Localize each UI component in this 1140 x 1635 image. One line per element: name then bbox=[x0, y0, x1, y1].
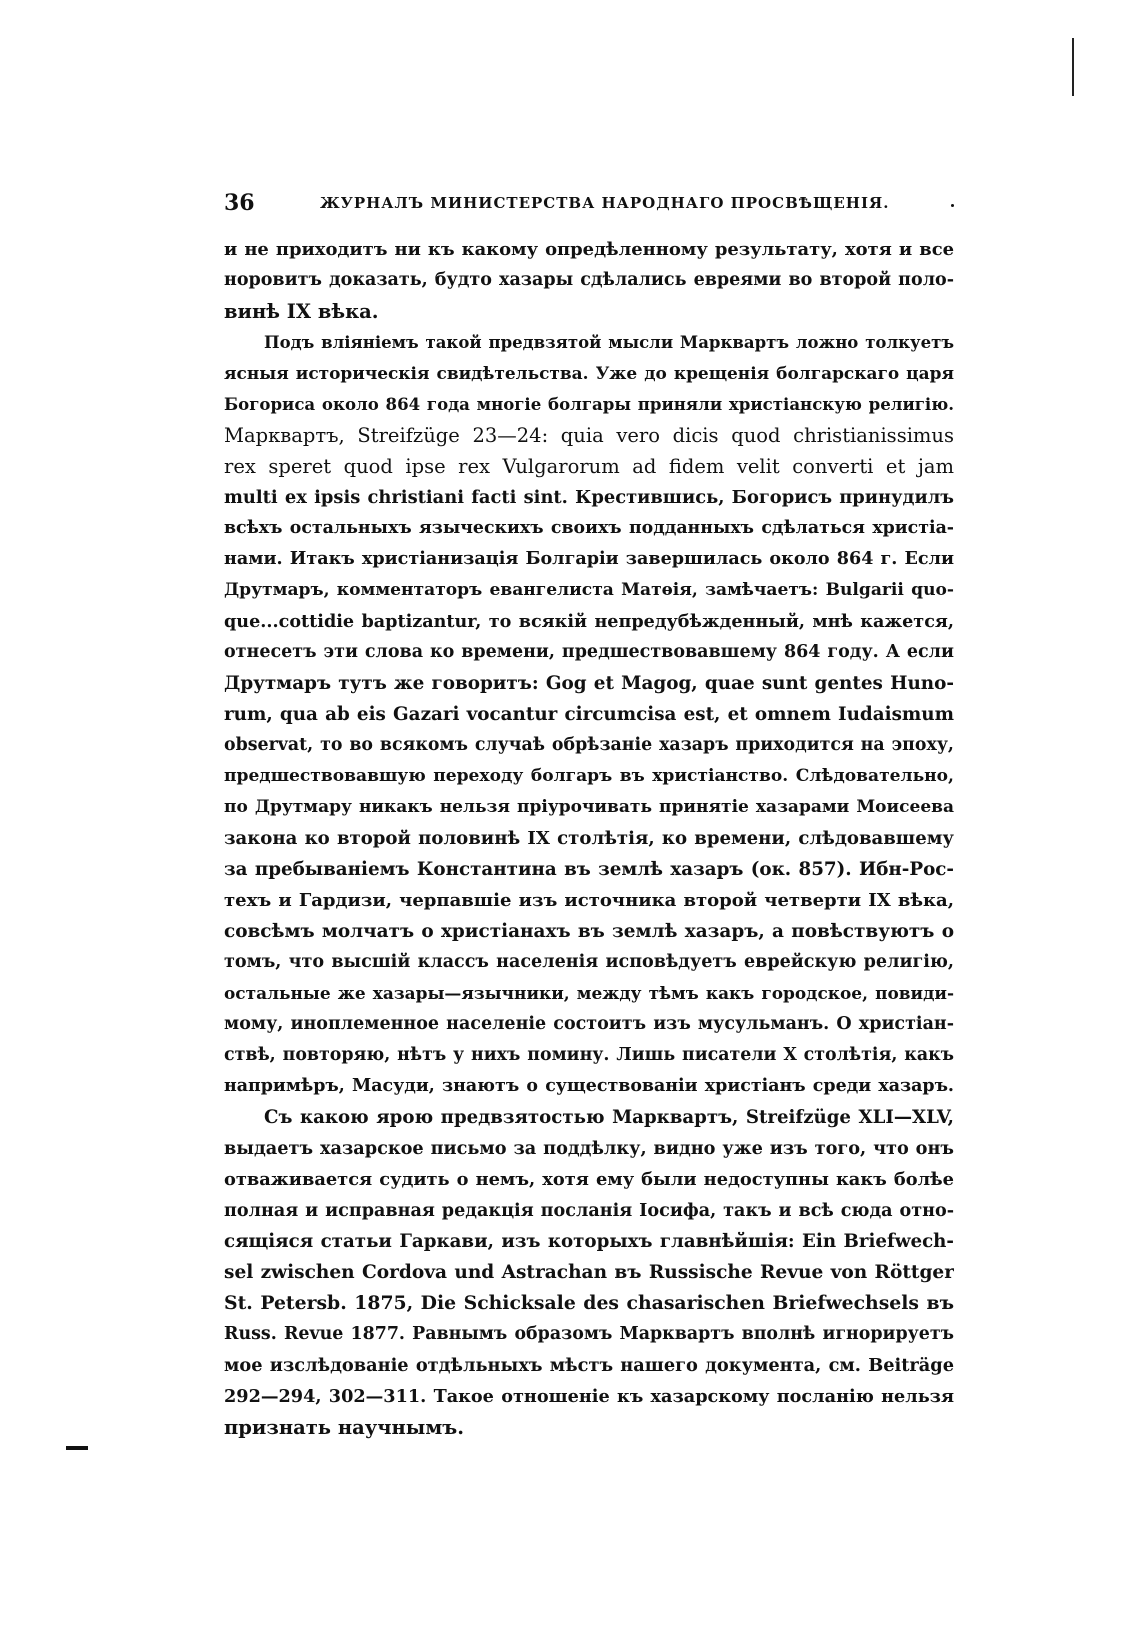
text-line: совсѣмъ молчатъ о христіанахъ въ землѣ хазаръ, а повѣствуютъ о bbox=[224, 921, 954, 942]
text-line: Друтмаръ, комментаторъ евангелиста Матѳія, замѣчаетъ: Bulgarii quo- bbox=[224, 580, 954, 600]
running-head bbox=[224, 190, 954, 224]
journal-title: ЖУРНАЛЪ МИНИСТЕРСТВА НАРОДНАГО ПРОСВѢЩЕНІЯ. bbox=[320, 194, 890, 212]
text-line: предшествовавшую переходу болгаръ въ христіанство. Слѣдовательно, bbox=[224, 766, 954, 786]
text-line: que...cottidie baptizantur, то всякій непредубѣжденный, мнѣ кажется, bbox=[224, 611, 954, 632]
text-line: Друтмаръ тутъ же говоритъ: Gog et Magog, quae sunt gentes Huno- bbox=[224, 673, 954, 694]
text-line: отваживается судить о немъ, хотя ему были недоступны какъ болѣе bbox=[224, 1169, 954, 1190]
text-line: по Друтмару никакъ нельзя пріурочивать принятіе хазарами Моисеева bbox=[224, 797, 954, 817]
text-line: sel zwischen Cordova und Astrachan въ Russische Revue von Röttger bbox=[224, 1262, 954, 1283]
text-line: закона ко второй половинѣ IX столѣтія, ко времени, слѣдовавшему bbox=[224, 828, 954, 849]
text-line: томъ, что высшій классъ населенія исповѣдуетъ еврейскую религію, bbox=[224, 952, 954, 972]
text-line: ствѣ, повторяю, нѣтъ у нихъ помину. Лишь писатели X столѣтія, какъ bbox=[224, 1045, 954, 1065]
text-line: техъ и Гардизи, черпавшіе изъ источника второй четверти IX вѣка, bbox=[224, 890, 954, 911]
text-line: норовитъ доказать, будто хазары сдѣлались евреями во второй поло- bbox=[224, 270, 954, 290]
text-line: выдаетъ хазарское письмо за поддѣлку, видно уже изъ того, что онъ bbox=[224, 1138, 954, 1159]
text-line: полная и исправная редакція посланія Іосифа, такъ и всѣ сюда отно- bbox=[224, 1200, 954, 1221]
text-line: всѣхъ остальныхъ языческихъ своихъ подданныхъ сдѣлаться христіа- bbox=[224, 518, 954, 538]
text-line: 292—294, 302—311. Такое отношеніе къ хазарскому посланію нельзя bbox=[224, 1386, 954, 1407]
scan-edge-mark bbox=[1072, 38, 1074, 96]
scan-edge-mark-left bbox=[66, 1446, 88, 1450]
text-line: винѣ IX вѣка. bbox=[224, 300, 379, 323]
body-text bbox=[224, 234, 954, 1443]
text-line: сящіяся статьи Гаркави, изъ которыхъ главнѣйшія: Ein Briefwech- bbox=[224, 1231, 954, 1252]
text-line: ясныя историческія свидѣтельства. Уже до крещенія болгарскаго царя bbox=[224, 363, 954, 383]
text-line: напримѣръ, Масуди, знаютъ о существованіи христіанъ среди хазаръ. bbox=[224, 1076, 954, 1096]
text-line: за пребываніемъ Константина въ землѣ хазаръ (ок. 857). Ибн-Рос- bbox=[224, 859, 954, 880]
text-line: Богориса около 864 года многіе болгары приняли христіанскую религію. bbox=[224, 394, 954, 414]
text-line: признать научнымъ. bbox=[224, 1416, 464, 1439]
page-number: 36 bbox=[224, 190, 255, 216]
text-line: St. Petersb. 1875, Die Schicksale des chasarischen Briefwechsels въ bbox=[224, 1292, 954, 1314]
text-line: Russ. Revue 1877. Равнымъ образомъ Марквартъ вполнѣ игнорируетъ bbox=[224, 1324, 954, 1344]
text-line: multi ex ipsis christiani facti sint. Крестившись, Богорисъ принудилъ bbox=[224, 487, 954, 508]
text-line: отнесетъ эти слова ко времени, предшествовавшему 864 году. А если bbox=[224, 642, 954, 662]
text-line: Марквартъ, Streifzüge 23—24: quia vero dicis quod christianissimus bbox=[224, 424, 954, 447]
page bbox=[224, 190, 954, 1443]
text-line: Съ какою ярою предвзятостью Марквартъ, Streifzüge XLI—XLV, bbox=[264, 1107, 954, 1128]
text-line: мому, иноплеменное населеніе состоитъ изъ мусульманъ. О христіан- bbox=[224, 1014, 954, 1034]
text-line: нами. Итакъ христіанизація Болгаріи завершилась около 864 г. Если bbox=[224, 549, 954, 569]
text-line: rex speret quod ipse rex Vulgarorum ad fidem velit converti et jam bbox=[224, 455, 954, 478]
text-line: Подъ вліяніемъ такой предвзятой мысли Марквартъ ложно толкуетъ bbox=[264, 332, 954, 352]
text-line: остальные же хазары—язычники, между тѣмъ какъ городское, повиди- bbox=[224, 983, 954, 1003]
text-line: мое изслѣдованіе отдѣльныхъ мѣстъ нашего документа, см. Beiträge bbox=[224, 1355, 954, 1376]
text-line: observat, то во всякомъ случаѣ обрѣзаніе хазаръ приходится на эпоху, bbox=[224, 735, 954, 755]
text-line: rum, qua ab eis Gazari vocantur circumcisa est, et omnem Iudaismum bbox=[224, 704, 954, 725]
running-head-dot bbox=[951, 204, 954, 207]
text-line: и не приходитъ ни къ какому опредѣленному результату, хотя и все bbox=[224, 239, 954, 260]
